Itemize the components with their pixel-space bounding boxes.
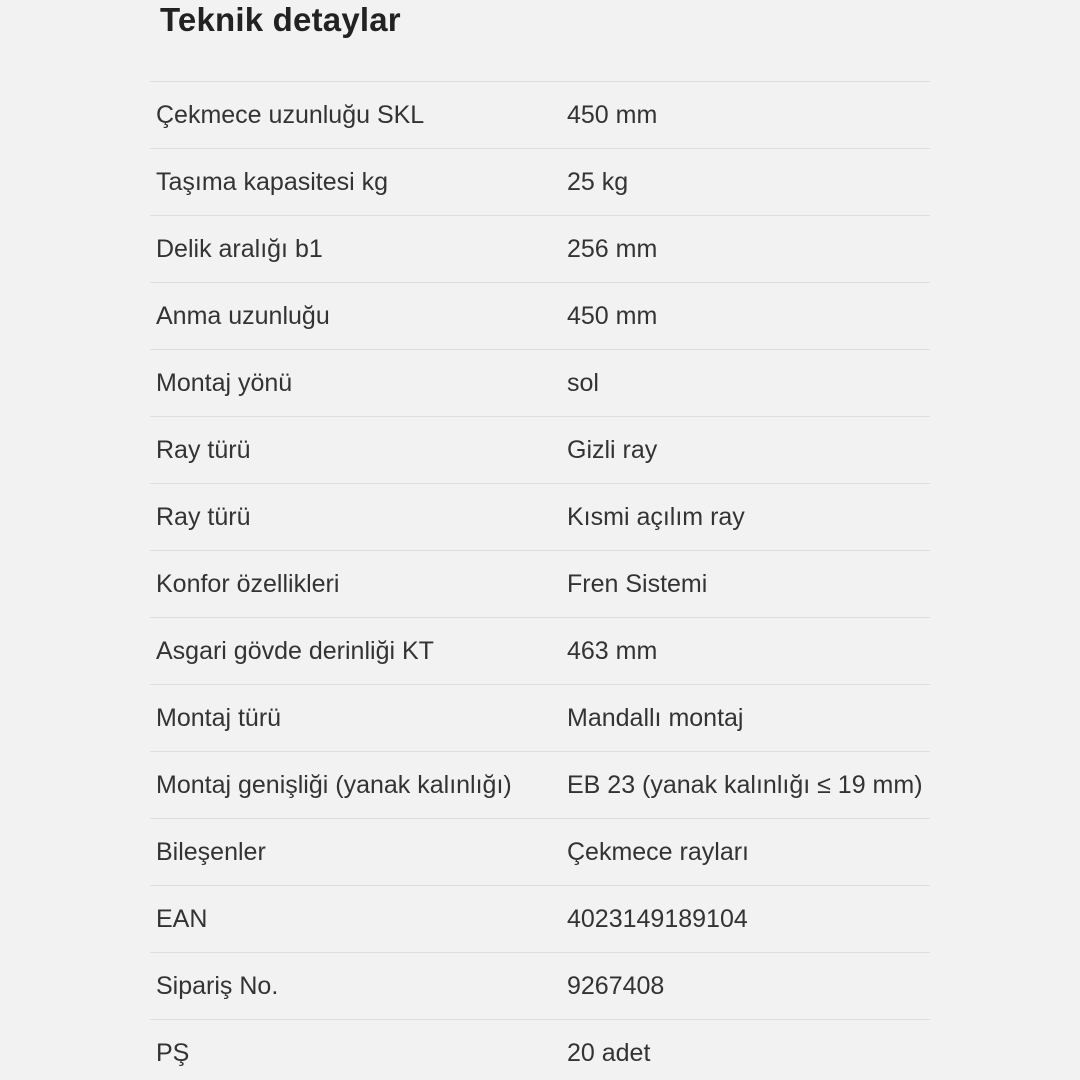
spec-row bbox=[150, 149, 930, 216]
spec-value: EB 23 (yanak kalınlığı ≤ 19 mm) bbox=[567, 771, 923, 799]
spec-value: 450 mm bbox=[567, 101, 658, 129]
spec-label: Anma uzunluğu bbox=[156, 302, 330, 330]
spec-value: 9267408 bbox=[567, 972, 665, 1000]
spec-label: Ray türü bbox=[156, 503, 251, 531]
spec-value: Kısmi açılım ray bbox=[567, 503, 745, 531]
spec-row bbox=[150, 417, 930, 484]
spec-row bbox=[150, 953, 930, 1020]
spec-value: 25 kg bbox=[567, 168, 629, 196]
spec-row bbox=[150, 685, 930, 752]
spec-label: Montaj türü bbox=[156, 704, 282, 732]
spec-value: Fren Sistemi bbox=[567, 570, 708, 598]
technical-details-panel bbox=[150, 0, 930, 1080]
spec-table bbox=[150, 81, 930, 1080]
spec-value: 450 mm bbox=[567, 302, 658, 330]
spec-label: Çekmece uzunluğu SKL bbox=[156, 101, 425, 129]
spec-label: Montaj genişliği (yanak kalınlığı) bbox=[156, 771, 512, 799]
spec-value: 4023149189104 bbox=[567, 905, 748, 933]
spec-value: 463 mm bbox=[567, 637, 658, 665]
spec-label: Konfor özellikleri bbox=[156, 570, 340, 598]
spec-label: PŞ bbox=[156, 1039, 190, 1067]
spec-label: Ray türü bbox=[156, 436, 251, 464]
spec-value: 20 adet bbox=[567, 1039, 651, 1067]
spec-row bbox=[150, 350, 930, 417]
spec-value: Gizli ray bbox=[567, 436, 658, 464]
spec-row bbox=[150, 82, 930, 149]
spec-row bbox=[150, 752, 930, 819]
spec-row bbox=[150, 886, 930, 953]
spec-value: Mandallı montaj bbox=[567, 704, 744, 732]
spec-label: Asgari gövde derinliği KT bbox=[156, 637, 434, 665]
spec-row bbox=[150, 618, 930, 685]
spec-row bbox=[150, 819, 930, 886]
spec-label: Bileşenler bbox=[156, 838, 266, 866]
spec-value: Çekmece rayları bbox=[567, 838, 749, 866]
spec-label: Taşıma kapasitesi kg bbox=[156, 168, 389, 196]
spec-value: sol bbox=[567, 369, 599, 397]
spec-row bbox=[150, 484, 930, 551]
section-title: Teknik detaylar bbox=[160, 1, 401, 38]
spec-row bbox=[150, 1020, 930, 1080]
spec-row bbox=[150, 283, 930, 350]
spec-row bbox=[150, 216, 930, 283]
spec-label: EAN bbox=[156, 905, 208, 933]
spec-label: Sipariş No. bbox=[156, 972, 279, 1000]
spec-label: Delik aralığı b1 bbox=[156, 235, 323, 263]
spec-row bbox=[150, 551, 930, 618]
spec-label: Montaj yönü bbox=[156, 369, 293, 397]
spec-value: 256 mm bbox=[567, 235, 658, 263]
